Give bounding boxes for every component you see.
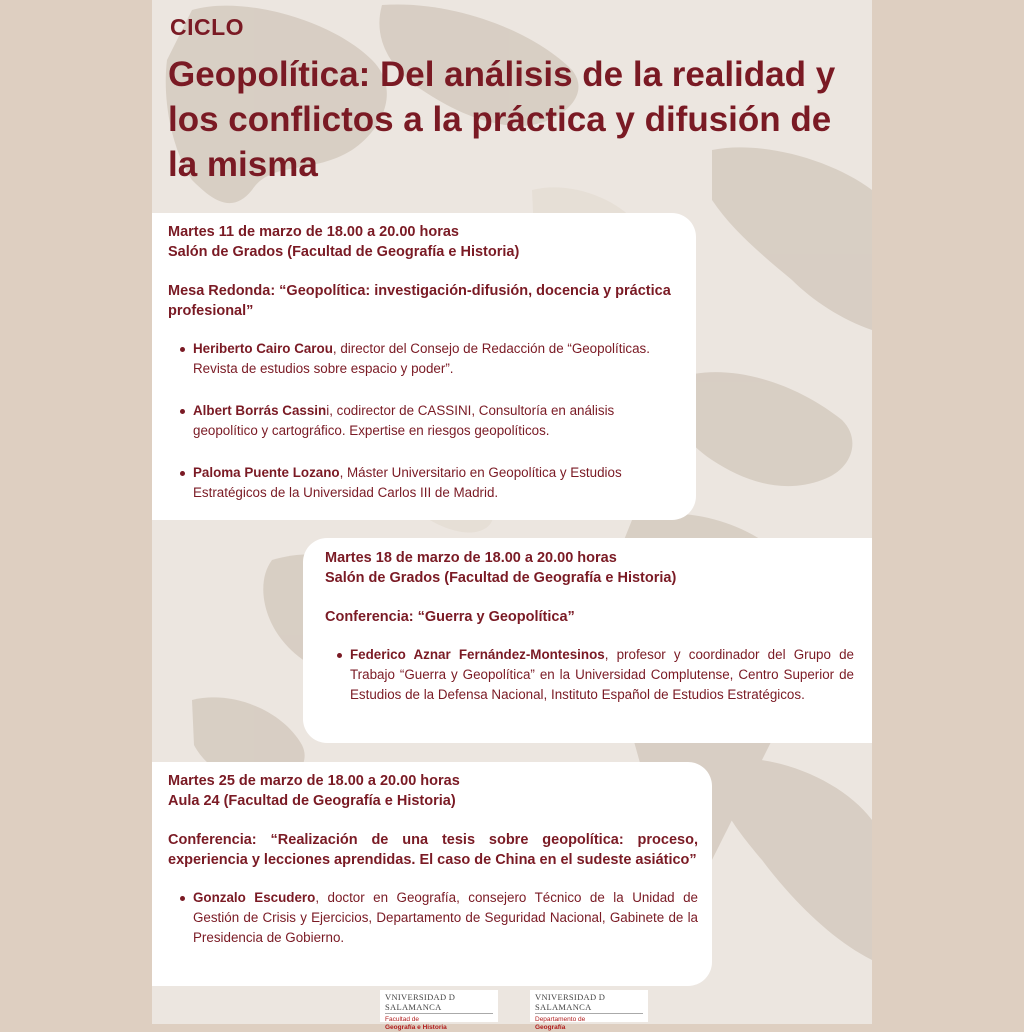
speaker-description: , Máster Universitario en Geopolítica y Estudios Estratégicos de la Universidad Carlos III de Madrid.	[193, 465, 622, 500]
series-kicker: CICLO	[170, 14, 245, 40]
speaker-name: Paloma Puente Lozano	[193, 465, 340, 480]
session-date: Martes 25 de marzo de 18.00 a 20.00 horas	[168, 773, 460, 789]
department-logo	[530, 990, 648, 1031]
session-place: Salón de Grados (Facultad de Geografía e Historia)	[168, 244, 520, 260]
speaker-description: , profesor y coordinador del Grupo de Trabajo “Guerra y Geopolítica” en la Universidad Complutense, Centro Superior de Estudios de la Defensa Nacional, Instituto Español de Estudios Estratégicos.	[350, 647, 855, 702]
session-card-1	[152, 213, 696, 520]
session-date: Martes 18 de marzo de 18.00 a 20.00 horas	[325, 550, 617, 566]
unit-line2: Geografía e Historia	[385, 1024, 447, 1031]
unit-line2: Geografía	[535, 1024, 566, 1031]
speaker-item	[168, 463, 682, 503]
speaker-list	[325, 645, 854, 705]
session-card-3	[152, 762, 712, 986]
speaker-item	[168, 339, 682, 379]
speaker-name: Albert Borrás Cassin	[193, 403, 327, 418]
logo-strip	[380, 988, 680, 1031]
session-event: Conferencia: “Realización de una tesis sobre geopolítica: proceso, experiencia y lecciones aprendidas. El caso de China en el sudeste asiático”	[168, 832, 698, 868]
faculty-logo	[380, 990, 498, 1031]
session-event: Conferencia: “Guerra y Geopolítica”	[325, 609, 575, 625]
speaker-description: i, codirector de CASSINI, Consultoría en análisis geopolítico y cartográfico. Expertise en riesgos geopolíticos.	[193, 403, 615, 438]
speaker-list	[168, 888, 698, 948]
university-name: VNIVERSIDAD D SALAMANCA	[535, 992, 643, 1014]
speaker-item	[168, 401, 682, 441]
speaker-description: , doctor en Geografía, consejero Técnico de la Unidad de Gestión de Crisis y Ejercicios, Departamento de Seguridad Nacional, Gabinete de la Presidencia de Gobierno.	[193, 890, 698, 945]
speaker-list	[168, 339, 682, 503]
speaker-name: Gonzalo Escudero	[193, 890, 316, 905]
unit-line1: Departamento de	[535, 1016, 586, 1023]
poster	[152, 0, 872, 1031]
speaker-item	[325, 645, 854, 705]
page-title: Geopolítica: Del análisis de la realidad y los conflictos a la práctica y difusión de la misma	[168, 55, 836, 184]
speaker-item	[168, 888, 698, 948]
session-event: Mesa Redonda: “Geopolítica: investigación-difusión, docencia y práctica profesional”	[168, 283, 671, 319]
university-name: VNIVERSIDAD D SALAMANCA	[385, 992, 493, 1014]
unit-line1: Facultad de	[385, 1016, 419, 1023]
session-date: Martes 11 de marzo de 18.00 a 20.00 horas	[168, 224, 459, 240]
speaker-name: Federico Aznar Fernández-Montesinos	[350, 647, 605, 662]
session-place: Salón de Grados (Facultad de Geografía e Historia)	[325, 570, 677, 586]
session-card-2	[303, 538, 872, 743]
session-place: Aula 24 (Facultad de Geografía e Historia)	[168, 793, 456, 809]
speaker-name: Heriberto Cairo Carou	[193, 341, 333, 356]
speaker-description: , director del Consejo de Redacción de “Geopolíticas. Revista de estudios sobre espacio y poder”.	[193, 341, 650, 376]
